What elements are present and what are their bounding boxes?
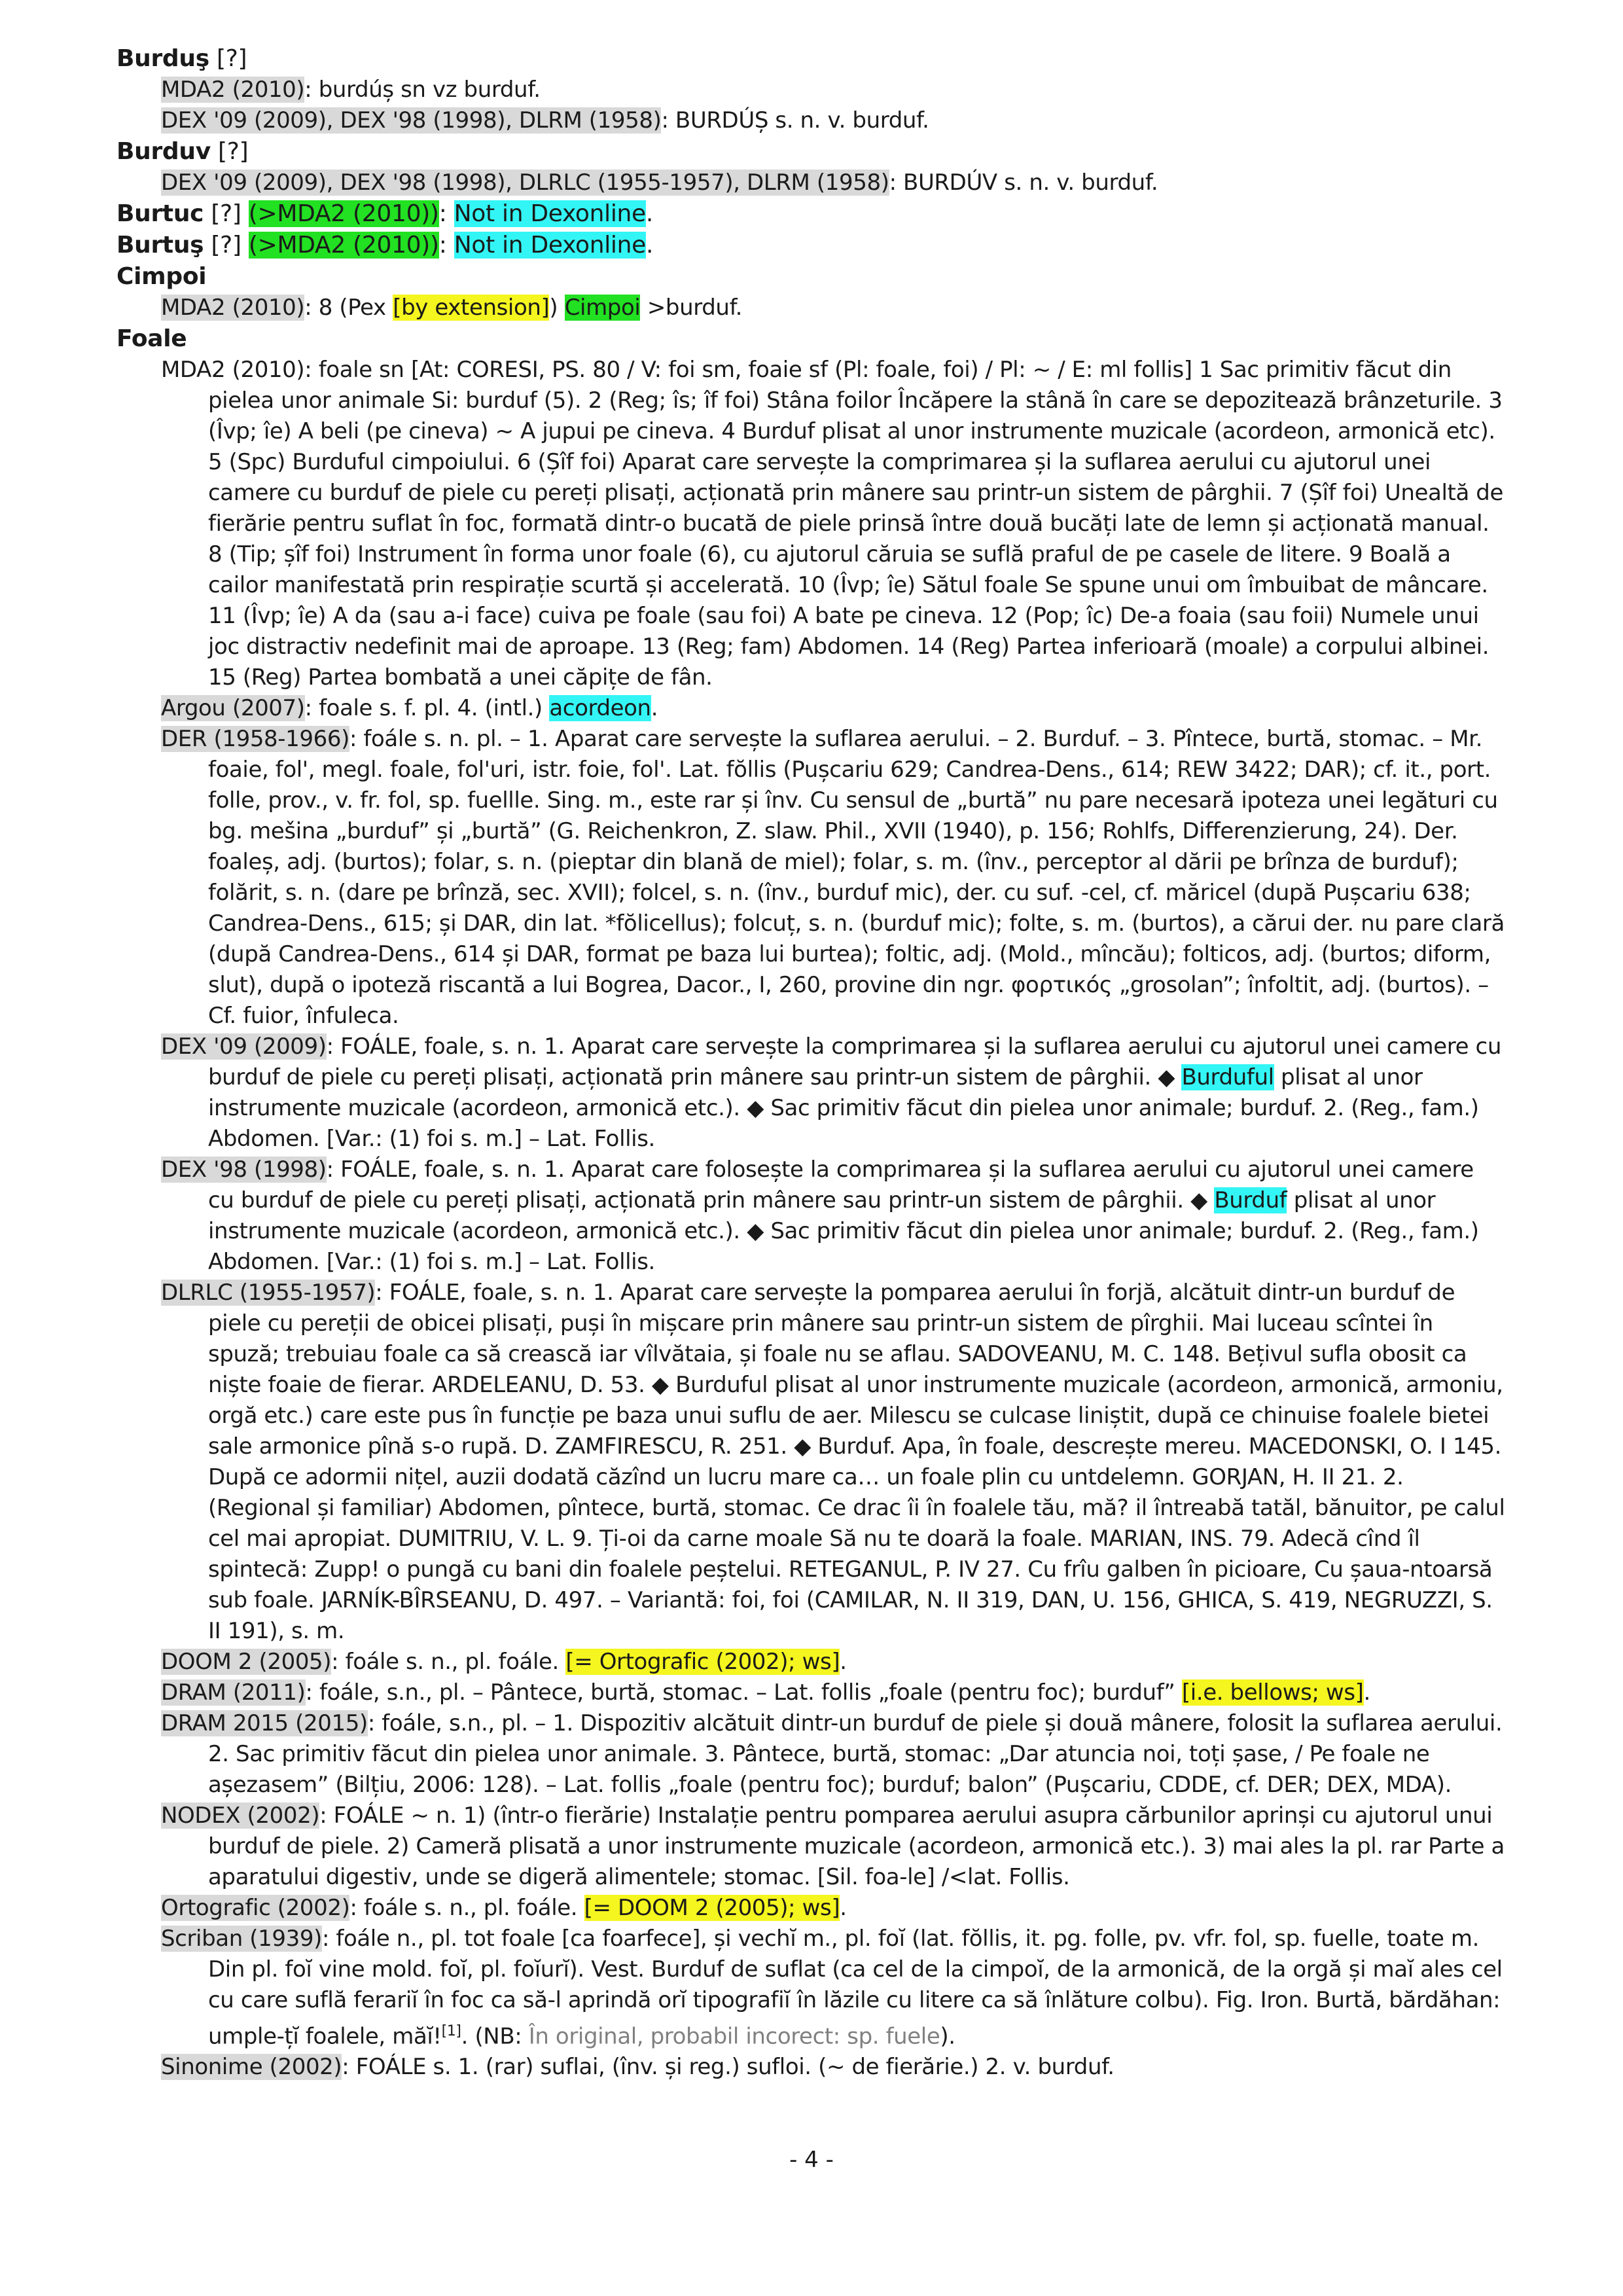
source-line: DEX '09 (2009), DEX '98 (1998), DLRLC (1955-1957), DLRM (1958): BURDÚV s. n. v. burduf. xyxy=(161,170,1158,196)
source-line: NODEX (2002): FOÁLE ~ n. 1) (într-o fierărie) Instalație pentru pomparea aerului asupra cărbunilor aprinși cu ajutorul unui burduf de piele. 2) Cameră plisată a unor instrumente muzicale (acordeon, armonică etc.). 3) mai ales la pl. rar Parte a aparatului digestiv, unde se digeră alimentele; stomac. [Sil. foa-le] /<lat. Follis. xyxy=(161,1803,1505,1890)
source-line: Sinonime (2002): FOÁLE s. 1. (rar) suflai, (înv. și reg.) sufloi. (~ de fierărie.) 2. v. burduf. xyxy=(161,2054,1115,2081)
source-line: Scriban (1939): foále n., pl. tot foale [ca foarfece], și vechĭ m., pl. foĭ (lat. fŏllis, it. pg. folle, pv. vfr. fol, sp. fuelle, toate m. Din pl. foĭ vine mold. foĭ, pl. foĭurĭ). Vest. Burduf de suflat (ca cel de la cimpoĭ, de la armonică, de la orgă și maĭ ales cel cu care suflă ferariĭ în foc ca să-l aprindă orĭ tipografiĭ în lăzile cu litere ca să înlăture colbu). Fig. Iron. Burtă, bărdăhan: umple-țĭ foalele, măĭ![1]. (NB: În original, probabil incorect: sp. fuele). xyxy=(161,1926,1503,2050)
page-number: - 4 - xyxy=(789,2147,834,2173)
entry-headword: Burduş [?] xyxy=(116,45,247,72)
source-line: DEX '09 (2009), DEX '98 (1998), DLRM (1958): BURDÚȘ s. n. v. burduf. xyxy=(161,107,929,134)
source-line: DEX '09 (2009): FOÁLE, foale, s. n. 1. Aparat care servește la comprimarea și la suflarea aerului cu ajutorul unei camere cu burduf de piele cu pereți plisați, acționată prin mânere sau printr-un sistem de pârghii. ◆ Burduful plisat al unor instrumente muzicale (acordeon, armonică etc.). ◆ Sac primitiv făcut din pielea unor animale; burduf. 2. (Reg., fam.) Abdomen. [Var.: (1) foi s. m.] – Lat. Follis. xyxy=(161,1033,1501,1152)
source-line: Ortografic (2002): foále s. n., pl. foále. [= DOOM 2 (2005); ws]. xyxy=(161,1895,847,1921)
footnote-link[interactable]: [1] xyxy=(441,2023,461,2039)
source-line: DLRLC (1955-1957): FOÁLE, foale, s. n. 1. Aparat care servește la pomparea aerului în forjă, alcătuit dintr-un burduf de piele cu pereții de obicei plisați, puși în mișcare prin mânere sau printr-un sistem de pîrghii. Mai luceau scîntei în spuză; trebuiau foale ca să crească iar vîlvătaia, și foale nu se aflau. SADOVEANU, M. C. 148. Bețivul sufla obosit ca niște foaie de fierar. ARDELEANU, D. 53. ◆ Burduful plisat al unor instrumente muzicale (acordeon, armonică, armoniu, orgă etc.) care este pus în funcție pe baza unui suflu de aer. Milescu se culcase liniștit, după ce chinuise foalele bietei sale armonice pînă s-o rupă. D. ZAMFIRESCU, R. 251. ◆ Burduf. Apa, în foale, descrește mereu. MACEDONSKI, O. I 145. După ce adormii nițel, auzii dodată căzînd un lucru mare ca… un foale plin cu untdelemn. GORJAN, H. II 21. 2. (Regional și familiar) Abdomen, pîntece, burtă, stomac. Ce drac îi în foalele tău, mă? il întreabă tatăl, bănuitor, pe calul cel mai apropiat. DUMITRIU, V. L. 9. Ți-oi da carne moale Să nu te doară la foale. MARIAN, INS. 79. Adecă cînd îl spintecă: Zupp! o pungă cu bani din foalele peștelui. RETEGANUL, P. IV 27. Cu frîu galben în picioare, Cu șaua-ntoarsă sub foale. JARNÍK-BÎRSEANU, D. 497. – Variantă: foi, foi (CAMILAR, N. II 319, DAN, U. 156, GHICA, S. 419, NEGRUZZI, S. II 191), s. m. xyxy=(161,1280,1505,1644)
source-line: DRAM (2011): foále, s.n., pl. – Pântece, burtă, stomac. – Lat. follis „foale (pentru foc); burduf” [i.e. bellows; ws]. xyxy=(161,1679,1370,1706)
entry-headword: Cimpoi xyxy=(116,263,207,290)
source-line: Argou (2007): foale s. f. pl. 4. (intl.) acordeon. xyxy=(161,695,658,721)
entry-headword: Foale xyxy=(116,325,187,352)
entry-headword: Burtuş [?] (>MDA2 (2010)): Not in Dexonline. xyxy=(116,232,654,259)
source-line: MDA2 (2010): 8 (Pex [by extension]) Cimpoi >burduf. xyxy=(161,295,743,321)
source-line: DEX '98 (1998): FOÁLE, foale, s. n. 1. Aparat care folosește la comprimarea și la suflarea aerului cu ajutorul unei camere cu burduf de piele cu pereți plisați, acționată prin mânere sau printr-un sistem de pârghii. ◆ Burduf plisat al unor instrumente muzicale (acordeon, armonică etc.). ◆ Sac primitiv făcut din pielea unor animale; burduf. 2. (Reg., fam.) Abdomen. [Var.: (1) foi s. m.] – Lat. Follis. xyxy=(161,1157,1479,1275)
source-line: DRAM 2015 (2015): foále, s.n., pl. – 1. Dispozitiv alcătuit dintr-un burduf de piele și două mânere, folosit la suflarea aerului. 2. Sac primitiv făcut din pielea unor animale. 3. Pântece, burtă, stomac: „Dar atuncia noi, toți șase, / Pe foale ne așezasem” (Bilțiu, 2006: 128). – Lat. follis „foale (pentru foc); burduf; balon” (Pușcariu, CDDE, cf. DER; DEX, MDA). xyxy=(161,1710,1503,1798)
entry-headword: Burduv [?] xyxy=(116,138,249,165)
entry-headword: Burtuc [?] (>MDA2 (2010)): Not in Dexonline. xyxy=(116,200,654,227)
source-line: DER (1958-1966): foále s. n. pl. – 1. Aparat care servește la suflarea aerului. – 2. Burduf. – 3. Pîntece, burtă, stomac. – Mr. foaie, fol', megl. foale, fol'uri, istr. foie, fol'. Lat. fŏllis (Pușcariu 629; Candrea-Dens., 614; REW 3422; DAR); cf. it., port. folle, prov., v. fr. fol, sp. fuellle. Sing. m., este rar și înv. Cu sensul de „burtă” nu pare necesară ipoteza unei legături cu bg. mešina „burduf” și „burtă” (G. Reichenkron, Z. slaw. Phil., XVII (1940), p. 156; Rohlfs, Differenzierung, 24). Der. foaleș, adj. (burtos); folar, s. n. (pieptar din blană de miel); folar, s. m. (înv., perceptor al dării pe brînza de burduf); folărit, s. n. (dare pe brînză, sec. XVII); folcel, s. n. (înv., burduf mic), der. cu suf. -cel, cf. măricel (după Pușcariu 638; Candrea-Dens., 615; și DAR, din lat. *fŏlicellus); folcuț, s. n. (burduf mic); folte, s. m. (burtos), a cărui der. nu pare clară (după Candrea-Dens., 614 și DAR, format pe baza lui burtea); foltic, adj. (Mold., mîncău); folticos, adj. (burtos; diform, slut), după o ipoteză riscantă a lui Bogrea, Dacor., I, 260, provine din ngr. φορτικός „grosolan”; înfoltit, adj. (burtos). – Cf. fuior, înfuleca. xyxy=(161,726,1505,1029)
source-line: MDA2 (2010): burdúș sn vz burduf. xyxy=(161,77,541,103)
document-body xyxy=(116,43,1505,2083)
source-line: DOOM 2 (2005): foále s. n., pl. foále. [= Ortografic (2002); ws]. xyxy=(161,1649,847,1675)
source-line: MDA2 (2010): foale sn [At: CORESI, PS. 80 / V: foi sm, foaie sf (Pl: foale, foi) / Pl: ~ / E: ml follis] 1 Sac primitiv făcut din pielea unor animale Si: burduf (5). 2 (Reg; îs; îf foi) Stâna foilor Încăpere la stână în care se depozitează brânzeturile. 3 (Îvp; îe) A beli (pe cineva) ~ A jupui pe cineva. 4 Burduf plisat al unor instrumente muzicale (acordeon, armonică etc). 5 (Spc) Burduful cimpoiului. 6 (Șîf foi) Aparat care servește la comprimarea și la suflarea aerului cu ajutorul unei camere cu burduf de piele cu pereți plisați, acționată prin mânere sau printr-un sistem de pârghii. 7 (Șîf foi) Unealtă de fierărie pentru suflat în foc, formată dintr-o bucată de piele prinsă între două bucăți late de lemn și acționată manual. 8 (Tip; șîf foi) Instrument în forma unor foale (6), cu ajutorul căruia se suflă praful de pe casele de litere. 9 Boală a cailor manifestată prin respirație scurtă și accelerată. 10 (Îvp; îe) Sătul foale Se spune unui om îmbuibat de mâncare. 11 (Îvp; îe) A da (sau a-i face) cuiva pe foale (sau foi) A bate pe cineva. 12 (Pop; îc) De-a foaia (sau foii) Numele unui joc distractiv nedefinit mai de aproape. 13 (Reg; fam) Abdomen. 14 (Reg) Partea inferioară (moale) a corpului albinei. 15 (Reg) Partea bombată a unei căpițe de fân. xyxy=(161,357,1503,691)
